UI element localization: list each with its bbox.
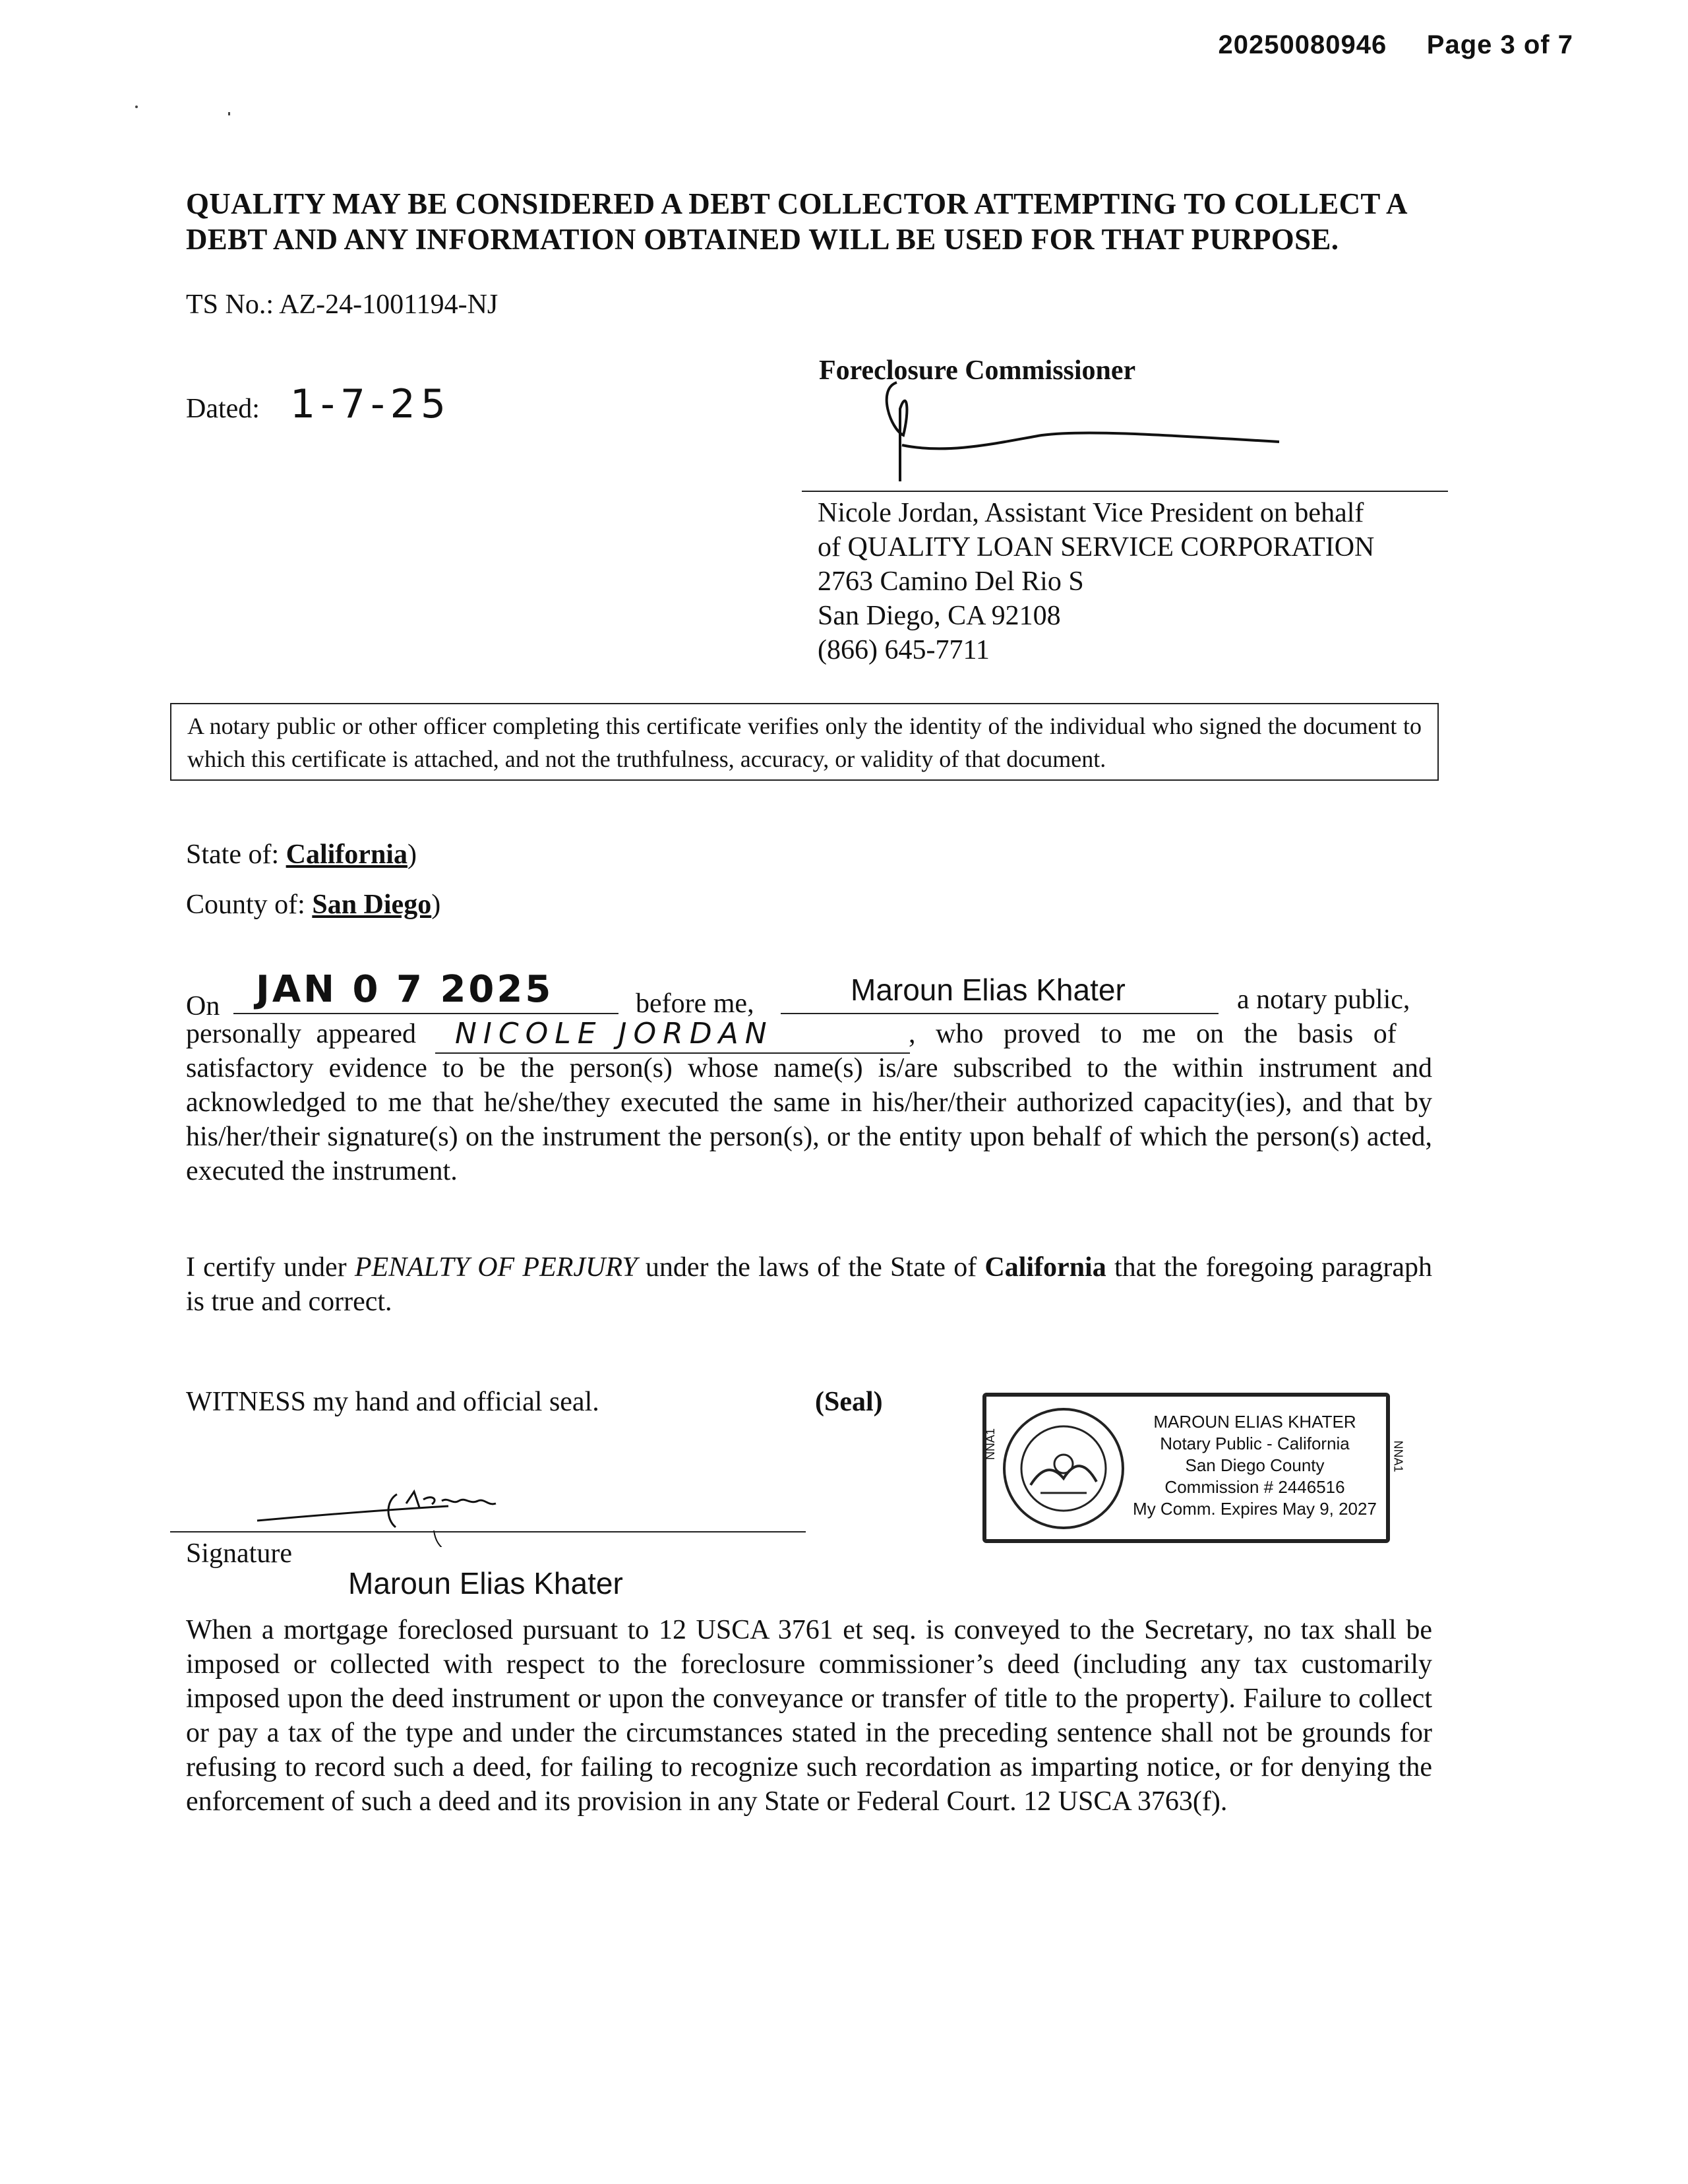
state-seal-icon	[1001, 1406, 1126, 1531]
appeared-name-handwritten: NICOLE JORDAN	[455, 1017, 773, 1050]
seal-line: Notary Public - California	[1160, 1434, 1350, 1453]
commissioner-signature	[870, 369, 1292, 488]
dated-label: Dated:	[186, 394, 260, 424]
signer-line: (866) 645-7711	[818, 635, 990, 665]
certify-tail: that the foregoing paragraph is true and correct.	[186, 1252, 1433, 1317]
on-label: On	[186, 991, 220, 1021]
seal-line: My Comm. Expires May 9, 2027	[1133, 1499, 1377, 1519]
notary-signature	[251, 1468, 580, 1547]
seal-text-block	[1133, 1411, 1377, 1520]
commissioner-signature-line	[802, 491, 1448, 492]
certify-paragraph	[186, 1250, 1432, 1319]
seal-side-code-left: NNA1	[984, 1428, 997, 1460]
seal-label: (Seal)	[815, 1387, 883, 1417]
state-paren: )	[407, 839, 417, 870]
date-fill-line	[233, 1013, 618, 1014]
notary-public-label: a notary public,	[1237, 985, 1410, 1015]
county-paren: )	[431, 890, 441, 920]
signer-line: Nicole Jordan, Assistant Vice President on behalf	[818, 498, 1364, 528]
state-line	[186, 837, 417, 872]
acknowledgment-body: satisfactory evidence to be the person(s) whose name(s) is/are subscribed to the within instrument and acknowledged to me that he/she/they executed the same in his/her/their authorized capacity(ies), and that by his/her/their signature(s) on the instrument the person(s), or the entity upon behalf of which the person(s) acted, executed the instrument.	[186, 1053, 1432, 1186]
document-header	[1219, 30, 1574, 60]
before-me-label: before me,	[636, 988, 754, 1019]
seal-line: Commission # 2446516	[1164, 1477, 1345, 1497]
date-stamp: JAN 0 7 2025	[256, 968, 554, 1011]
ts-number: TS No.: AZ-24-1001194-NJ	[186, 289, 498, 320]
signer-block	[818, 496, 1374, 667]
county-line	[186, 888, 440, 922]
state-value: California	[286, 839, 407, 870]
county-value: San Diego	[312, 890, 432, 920]
scan-mark	[135, 106, 138, 108]
certify-lead: I certify under	[186, 1252, 347, 1283]
signer-name-stamp: Maroun Elias Khater	[348, 1566, 623, 1600]
certify-middle: under the laws of the State of	[645, 1252, 977, 1283]
signature-label: Signature	[186, 1538, 292, 1569]
appeared-tail: , who proved to me on the basis of	[909, 1019, 1397, 1049]
notary-notice-box	[170, 703, 1439, 781]
handwritten-date: 1-7-25	[290, 381, 451, 427]
signer-line: of QUALITY LOAN SERVICE CORPORATION	[818, 532, 1375, 562]
appeared-label: personally appeared	[186, 1019, 417, 1049]
county-label: County of:	[186, 890, 305, 920]
notary-notice-text: A notary public or other officer completing this certificate verifies only the identity of the individual who signed the document to which this certificate is attached, and not the truthfulness, accuracy, or validity of that document.	[187, 713, 1422, 772]
tax-paragraph: When a mortgage foreclosed pursuant to 12 USCA 3761 et seq. is conveyed to the Secretary, no tax shall be imposed or collected with respect to the foreclosure commissioner’s deed (including any tax customarily imposed upon the deed instrument or upon the conveyance or transfer of title to the property). Failure to collect or pay a tax of the type and under the circumstances stated in the preceding sentence shall not be grounds for refusing to record such a deed, for failing to recognize such recordation as imparting notice, or for denying the enforcement of such a deed and its provision in any State or Federal Court. 12 USCA 3763(f).	[186, 1615, 1432, 1817]
witness-text: WITNESS my hand and official seal.	[186, 1387, 599, 1417]
state-label: State of:	[186, 839, 280, 870]
certify-italic: PENALTY OF PERJURY	[354, 1252, 638, 1283]
notary-name-stamp: Maroun Elias Khater	[851, 973, 1126, 1007]
seal-line: MAROUN ELIAS KHATER	[1153, 1412, 1356, 1432]
debt-collector-warning: QUALITY MAY BE CONSIDERED A DEBT COLLECTOR ATTEMPTING TO COLLECT A DEBT AND ANY INFORMATION OBTAINED WILL BE USED FOR THAT PURPOSE.	[186, 187, 1406, 256]
notary-signature-line	[170, 1531, 806, 1532]
seal-line: San Diego County	[1185, 1455, 1325, 1475]
notary-seal-stamp	[982, 1393, 1405, 1543]
signer-line: San Diego, CA 92108	[818, 601, 1061, 631]
document-number: 20250080946	[1218, 30, 1387, 59]
scan-mark	[228, 112, 230, 115]
notary-name-fill-line	[781, 1013, 1219, 1014]
certify-state: California	[984, 1252, 1106, 1283]
page-label: Page 3 of 7	[1426, 30, 1573, 59]
signer-line: 2763 Camino Del Rio S	[818, 566, 1084, 597]
signer-title: Foreclosure Commissioner	[819, 355, 1136, 386]
seal-side-code-right: NNA1	[1391, 1440, 1405, 1472]
